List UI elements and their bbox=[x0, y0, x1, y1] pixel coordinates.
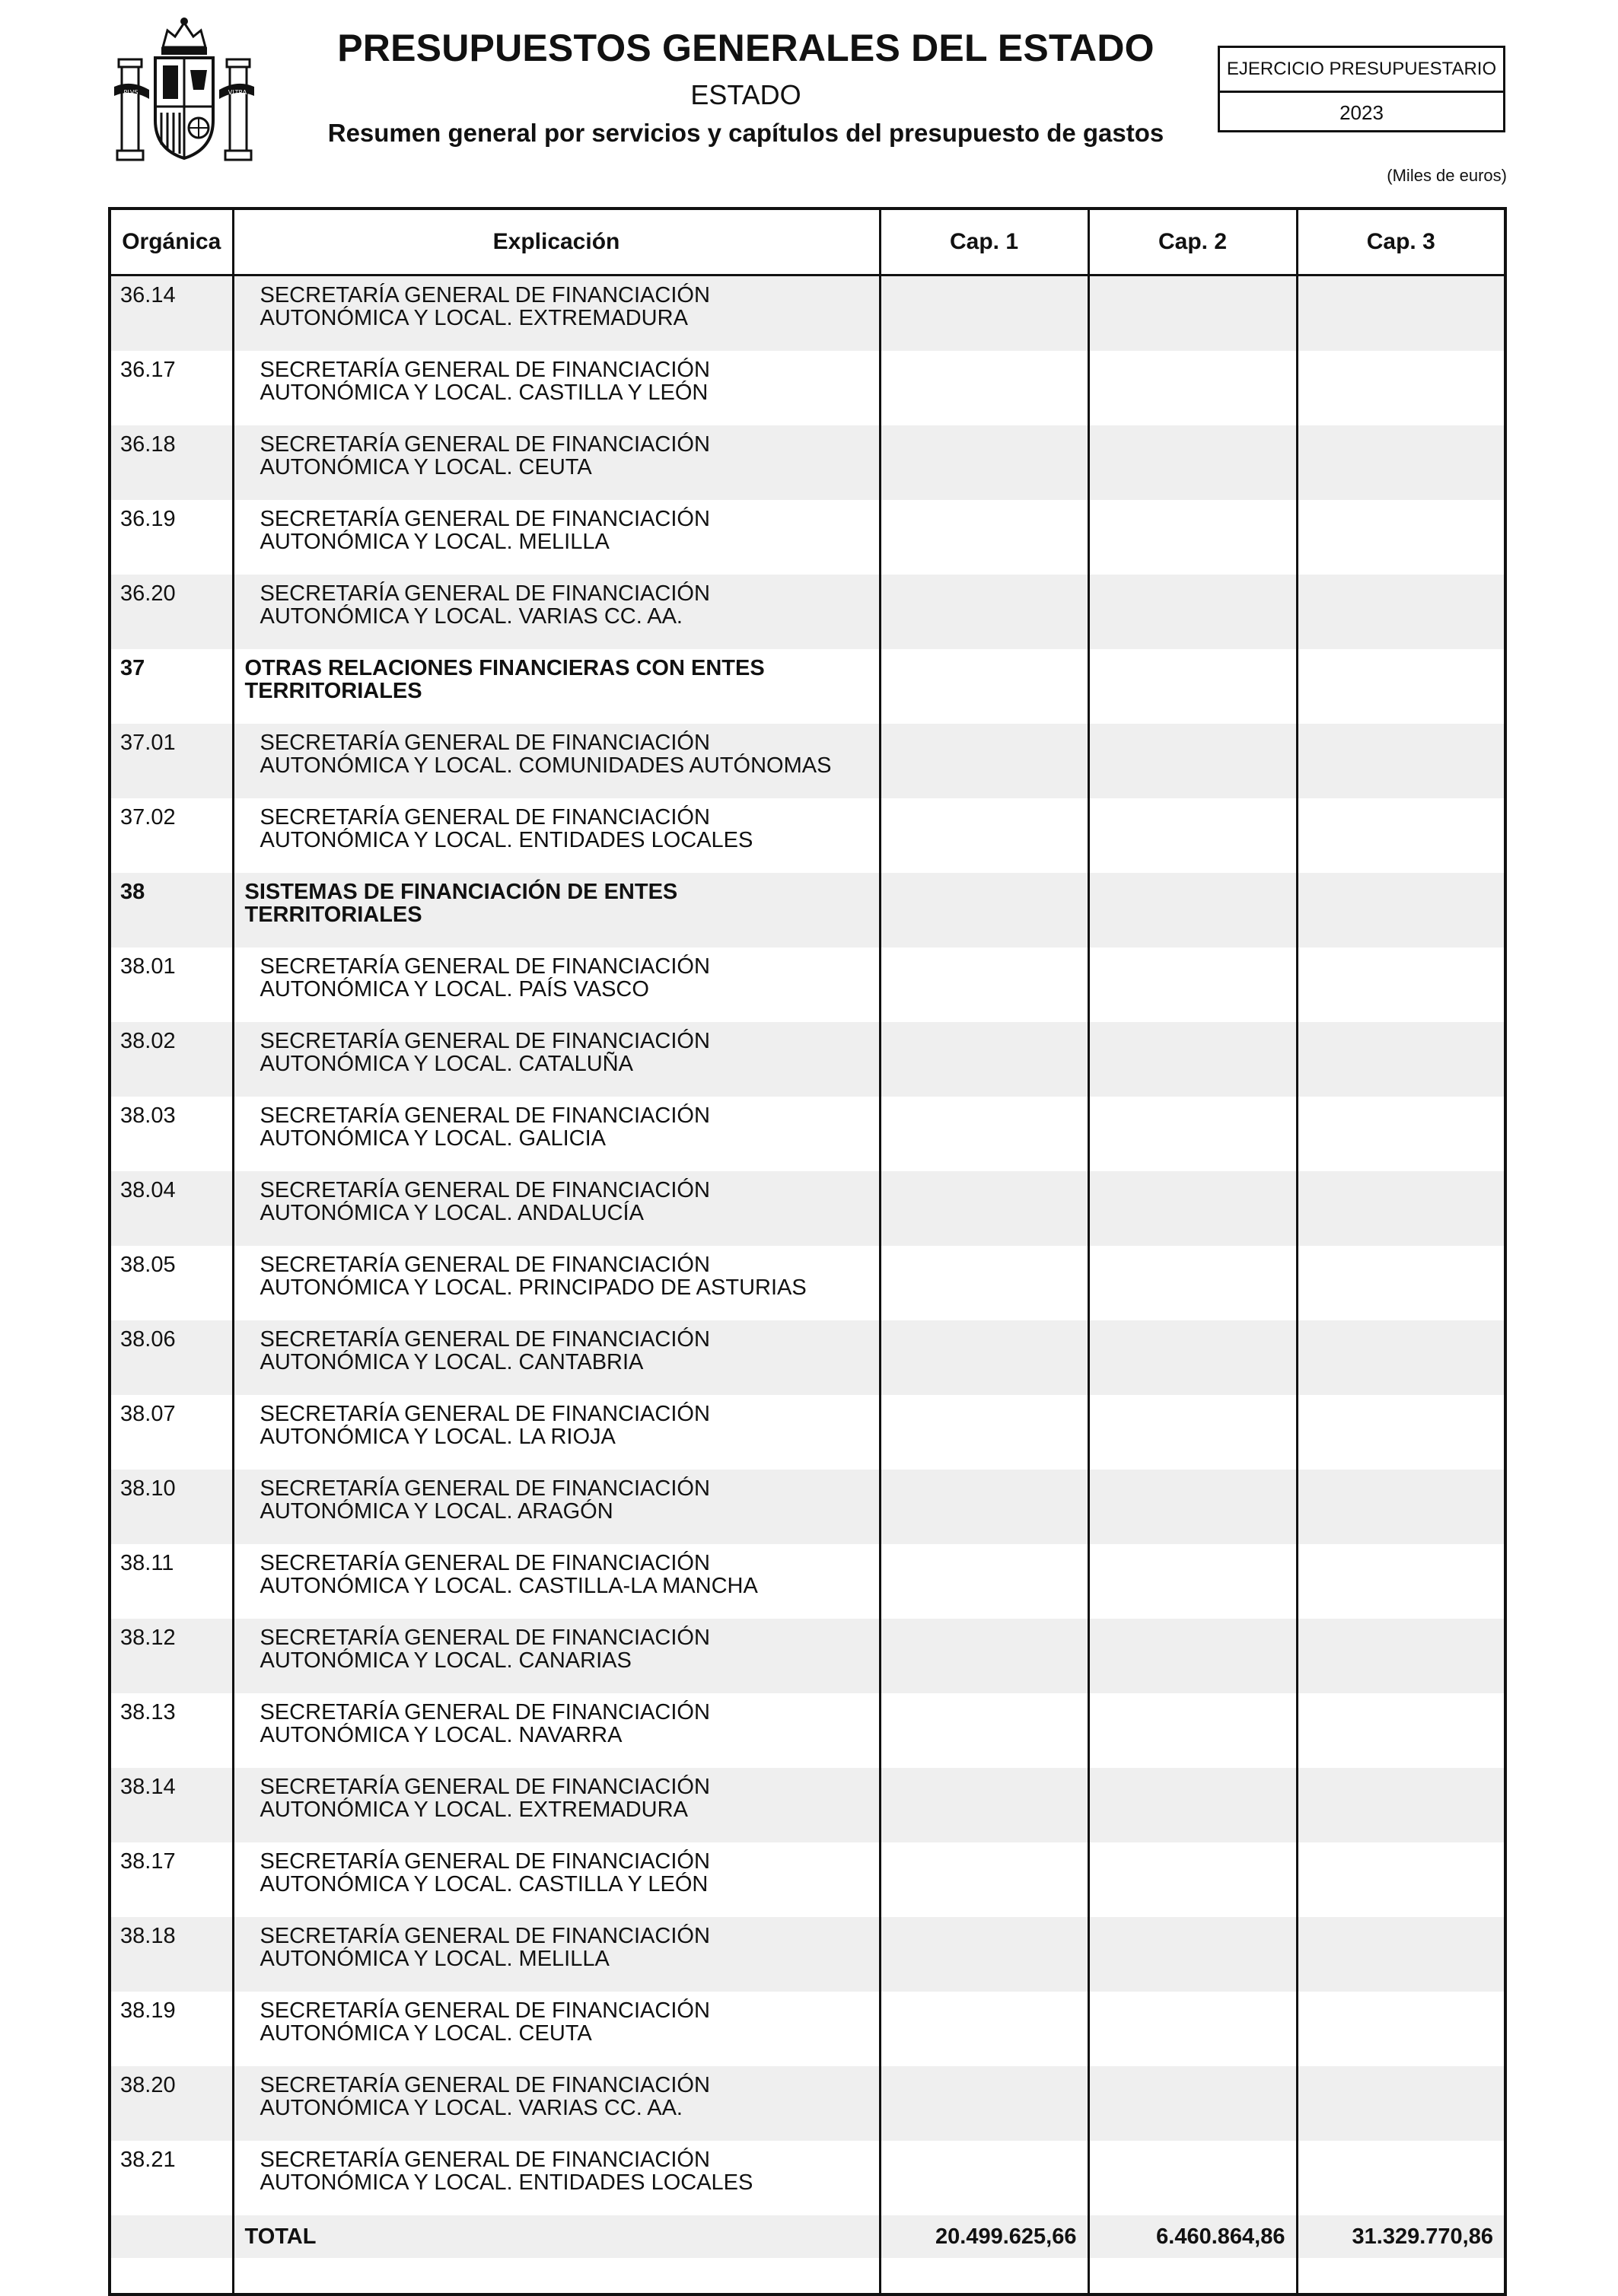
table-row bbox=[110, 275, 1505, 352]
ejercicio-label: EJERCICIO PRESUPUESTARIO bbox=[1220, 48, 1503, 93]
explicacion-line2: AUTONÓMICA Y LOCAL. CASTILLA Y LEÓN bbox=[260, 1872, 709, 1896]
table-row bbox=[110, 1992, 1505, 2066]
explicacion-line1: SECRETARÍA GENERAL DE FINANCIACIÓN bbox=[260, 1775, 710, 1799]
total-cap2: 6.460.864,86 bbox=[1088, 2215, 1297, 2258]
cap1-cell bbox=[880, 1917, 1088, 1992]
explicacion-line2: AUTONÓMICA Y LOCAL. NAVARRA bbox=[260, 1723, 623, 1747]
explicacion-line1: SECRETARÍA GENERAL DE FINANCIACIÓN bbox=[260, 1178, 710, 1202]
cap2-cell bbox=[1088, 1992, 1297, 2066]
cap3-cell bbox=[1297, 1693, 1505, 1768]
cap3-cell bbox=[1297, 649, 1505, 724]
explicacion-line2: AUTONÓMICA Y LOCAL. VARIAS CC. AA. bbox=[260, 604, 683, 629]
organica-cell: 38.20 bbox=[110, 2066, 233, 2141]
total-label: TOTAL bbox=[233, 2215, 880, 2258]
cap2-cell bbox=[1088, 425, 1297, 500]
cap1-cell bbox=[880, 1842, 1088, 1917]
explicacion-cell bbox=[233, 575, 880, 649]
table-row bbox=[110, 1917, 1505, 1992]
organica-cell: 38.05 bbox=[120, 1253, 176, 1277]
cap1-cell bbox=[880, 275, 1088, 352]
total-cap1: 20.499.625,66 bbox=[880, 2215, 1088, 2258]
cap2-cell bbox=[1088, 575, 1297, 649]
table-row bbox=[110, 1320, 1505, 1395]
explicacion-line2: TERRITORIALES bbox=[244, 903, 422, 927]
explicacion-line2: AUTONÓMICA Y LOCAL. CEUTA bbox=[260, 455, 592, 479]
cap2-cell bbox=[1088, 1693, 1297, 1768]
column-header-cap1: Cap. 1 bbox=[880, 209, 1088, 275]
cap3-cell bbox=[1297, 724, 1505, 798]
table-row bbox=[110, 873, 1505, 947]
cap1-cell bbox=[880, 1544, 1088, 1619]
table-row bbox=[110, 724, 1505, 798]
explicacion-cell bbox=[233, 724, 880, 798]
page-title: PRESUPUESTOS GENERALES DEL ESTADO bbox=[337, 27, 1155, 69]
table-row bbox=[110, 1693, 1505, 1768]
cap2-cell bbox=[1088, 1320, 1297, 1395]
explicacion-line1: SECRETARÍA GENERAL DE FINANCIACIÓN bbox=[260, 2073, 710, 2097]
cap1-cell bbox=[880, 2141, 1088, 2215]
cap1-cell bbox=[880, 1246, 1088, 1320]
explicacion-cell bbox=[233, 500, 880, 575]
cap1-cell bbox=[880, 1693, 1088, 1768]
explicacion-cell bbox=[233, 425, 880, 500]
filler-cell bbox=[1297, 2258, 1505, 2294]
explicacion-cell bbox=[233, 649, 880, 724]
cap3-cell bbox=[1297, 1171, 1505, 1246]
cap2-cell bbox=[1088, 500, 1297, 575]
cap3-cell bbox=[1297, 575, 1505, 649]
cap1-cell bbox=[880, 575, 1088, 649]
total-org-cell bbox=[110, 2215, 233, 2258]
table-body bbox=[110, 275, 1505, 2295]
organica-cell: 38 bbox=[110, 873, 233, 947]
cap2-cell bbox=[1088, 275, 1297, 352]
organica-cell: 38.06 bbox=[110, 1320, 233, 1395]
organica-cell: 38.14 bbox=[110, 1768, 233, 1842]
organica-cell: 36.18 bbox=[110, 425, 233, 500]
cap2-cell bbox=[1088, 2066, 1297, 2141]
explicacion-line1: SECRETARÍA GENERAL DE FINANCIACIÓN bbox=[260, 283, 710, 307]
explicacion-cell bbox=[233, 351, 880, 425]
cap3-cell bbox=[1297, 1544, 1505, 1619]
explicacion-cell bbox=[233, 1917, 880, 1992]
table-row bbox=[110, 649, 1505, 724]
explicacion-cell bbox=[233, 1470, 880, 1544]
cap1-cell bbox=[880, 1619, 1088, 1693]
cap2-cell bbox=[1088, 873, 1297, 947]
table-row bbox=[110, 1842, 1505, 1917]
explicacion-line1: SECRETARÍA GENERAL DE FINANCIACIÓN bbox=[260, 1029, 710, 1053]
explicacion-line2: AUTONÓMICA Y LOCAL. ENTIDADES LOCALES bbox=[260, 828, 753, 852]
explicacion-line2: AUTONÓMICA Y LOCAL. ANDALUCÍA bbox=[260, 1201, 644, 1225]
explicacion-cell bbox=[233, 2066, 880, 2141]
cap3-cell bbox=[1297, 1097, 1505, 1171]
explicacion-line1: SECRETARÍA GENERAL DE FINANCIACIÓN bbox=[260, 1253, 710, 1277]
explicacion-cell bbox=[233, 1171, 880, 1246]
cap1-cell bbox=[880, 1320, 1088, 1395]
table-row bbox=[110, 1097, 1505, 1171]
explicacion-line1: SISTEMAS DE FINANCIACIÓN DE ENTES bbox=[244, 880, 678, 904]
cap1-cell bbox=[880, 724, 1088, 798]
explicacion-line1: SECRETARÍA GENERAL DE FINANCIACIÓN bbox=[260, 358, 710, 382]
explicacion-cell bbox=[233, 1992, 880, 2066]
cap3-cell bbox=[1297, 1320, 1505, 1395]
cap3-cell bbox=[1297, 1768, 1505, 1842]
explicacion-cell bbox=[233, 1246, 880, 1320]
table-row bbox=[110, 575, 1505, 649]
cap1-cell bbox=[880, 1395, 1088, 1470]
column-header-cap2: Cap. 2 bbox=[1088, 209, 1297, 275]
explicacion-line2: AUTONÓMICA Y LOCAL. PRINCIPADO DE ASTURIAS bbox=[260, 1275, 807, 1300]
cap2-cell bbox=[1088, 2141, 1297, 2215]
cap1-cell bbox=[880, 947, 1088, 1022]
table-row bbox=[110, 351, 1505, 425]
explicacion-cell bbox=[233, 2141, 880, 2215]
organica-cell: 38.19 bbox=[120, 1998, 176, 2023]
filler-cell bbox=[1088, 2258, 1297, 2294]
explicacion-line2: AUTONÓMICA Y LOCAL. COMUNIDADES AUTÓNOMAS bbox=[260, 753, 832, 778]
organica-cell: 38.10 bbox=[110, 1470, 233, 1544]
explicacion-cell bbox=[233, 1768, 880, 1842]
cap2-cell bbox=[1088, 1171, 1297, 1246]
cap3-cell bbox=[1297, 873, 1505, 947]
cap2-cell bbox=[1088, 649, 1297, 724]
explicacion-line2: AUTONÓMICA Y LOCAL. EXTREMADURA bbox=[260, 306, 688, 330]
organica-cell: 38.01 bbox=[120, 954, 176, 979]
cap3-cell bbox=[1297, 1246, 1505, 1320]
page-subtitle: ESTADO bbox=[690, 79, 801, 110]
page-description: Resumen general por servicios y capítulos del presupuesto de gastos bbox=[327, 119, 1164, 147]
table-row bbox=[110, 798, 1505, 873]
explicacion-cell bbox=[233, 1097, 880, 1171]
explicacion-cell bbox=[233, 1693, 880, 1768]
organica-cell: 38.12 bbox=[110, 1619, 233, 1693]
cap3-cell bbox=[1297, 500, 1505, 575]
organica-cell: 37.02 bbox=[120, 805, 176, 830]
explicacion-line2: AUTONÓMICA Y LOCAL. PAÍS VASCO bbox=[260, 977, 649, 1002]
ejercicio-box bbox=[1218, 46, 1505, 132]
table-row bbox=[110, 947, 1505, 1022]
explicacion-line1: SECRETARÍA GENERAL DE FINANCIACIÓN bbox=[260, 2148, 710, 2172]
cap1-cell bbox=[880, 425, 1088, 500]
organica-cell: 36.17 bbox=[120, 358, 176, 382]
explicacion-line1: SECRETARÍA GENERAL DE FINANCIACIÓN bbox=[260, 805, 710, 830]
organica-cell: 38.03 bbox=[120, 1103, 176, 1128]
explicacion-cell bbox=[233, 1320, 880, 1395]
explicacion-line1: SECRETARÍA GENERAL DE FINANCIACIÓN bbox=[260, 1402, 710, 1426]
organica-cell: 36.20 bbox=[110, 575, 233, 649]
cap2-cell bbox=[1088, 1097, 1297, 1171]
cap3-cell bbox=[1297, 2066, 1505, 2141]
organica-cell: 38.13 bbox=[120, 1700, 176, 1724]
organica-cell: 38.17 bbox=[120, 1849, 176, 1874]
explicacion-line1: SECRETARÍA GENERAL DE FINANCIACIÓN bbox=[260, 1998, 710, 2023]
svg-text:PLVS: PLVS bbox=[123, 89, 139, 96]
explicacion-cell bbox=[233, 873, 880, 947]
explicacion-line2: AUTONÓMICA Y LOCAL. CASTILLA-LA MANCHA bbox=[260, 1574, 758, 1598]
explicacion-line2: AUTONÓMICA Y LOCAL. LA RIOJA bbox=[260, 1425, 616, 1449]
cap3-cell bbox=[1297, 1842, 1505, 1917]
cap3-cell bbox=[1297, 798, 1505, 873]
svg-text:VLTRA: VLTRA bbox=[228, 89, 247, 96]
cap3-cell bbox=[1297, 275, 1505, 352]
coat-of-arms-logo bbox=[108, 14, 260, 166]
table-row bbox=[110, 1470, 1505, 1544]
explicacion-line2: AUTONÓMICA Y LOCAL. GALICIA bbox=[260, 1126, 606, 1151]
cap3-cell bbox=[1297, 1470, 1505, 1544]
table-header-row bbox=[110, 209, 1505, 275]
explicacion-cell bbox=[233, 275, 880, 352]
cap2-cell bbox=[1088, 798, 1297, 873]
cap3-cell bbox=[1297, 351, 1505, 425]
filler-cell bbox=[880, 2258, 1088, 2294]
cap1-cell bbox=[880, 500, 1088, 575]
organica-cell: 38.21 bbox=[120, 2148, 176, 2172]
explicacion-line2: AUTONÓMICA Y LOCAL. CEUTA bbox=[260, 2021, 592, 2046]
organica-cell: 38.11 bbox=[120, 1551, 174, 1575]
table-row bbox=[110, 1022, 1505, 1097]
cap1-cell bbox=[880, 1470, 1088, 1544]
explicacion-cell bbox=[233, 1619, 880, 1693]
organica-cell: 37.01 bbox=[110, 724, 233, 798]
cap2-cell bbox=[1088, 724, 1297, 798]
cap2-cell bbox=[1088, 947, 1297, 1022]
units-label: (Miles de euros) bbox=[1387, 166, 1507, 185]
organica-cell: 38.18 bbox=[110, 1917, 233, 1992]
explicacion-line2: AUTONÓMICA Y LOCAL. EXTREMADURA bbox=[260, 1798, 688, 1822]
cap3-cell bbox=[1297, 1619, 1505, 1693]
cap2-cell bbox=[1088, 1768, 1297, 1842]
cap2-cell bbox=[1088, 1917, 1297, 1992]
column-header-cap3: Cap. 3 bbox=[1297, 209, 1505, 275]
cap1-cell bbox=[880, 1768, 1088, 1842]
cap1-cell bbox=[880, 798, 1088, 873]
total-cap3: 31.329.770,86 bbox=[1297, 2215, 1505, 2258]
organica-cell: 38.04 bbox=[110, 1171, 233, 1246]
organica-cell: 38.07 bbox=[120, 1402, 176, 1426]
explicacion-line1: SECRETARÍA GENERAL DE FINANCIACIÓN bbox=[260, 1551, 710, 1575]
explicacion-line1: SECRETARÍA GENERAL DE FINANCIACIÓN bbox=[260, 1327, 710, 1352]
explicacion-line1: SECRETARÍA GENERAL DE FINANCIACIÓN bbox=[260, 1476, 710, 1501]
cap2-cell bbox=[1088, 1544, 1297, 1619]
cap2-cell bbox=[1088, 1619, 1297, 1693]
cap1-cell bbox=[880, 1022, 1088, 1097]
explicacion-line1: OTRAS RELACIONES FINANCIERAS CON ENTES bbox=[244, 656, 765, 680]
explicacion-line2: AUTONÓMICA Y LOCAL. MELILLA bbox=[260, 530, 610, 554]
explicacion-line1: SECRETARÍA GENERAL DE FINANCIACIÓN bbox=[260, 731, 710, 755]
table-row bbox=[110, 500, 1505, 575]
column-header-explicacion: Explicación bbox=[233, 209, 880, 275]
cap1-cell bbox=[880, 2066, 1088, 2141]
budget-table bbox=[108, 207, 1507, 2296]
filler-cell bbox=[233, 2258, 880, 2294]
explicacion-line1: SECRETARÍA GENERAL DE FINANCIACIÓN bbox=[260, 1626, 710, 1650]
explicacion-cell bbox=[233, 1022, 880, 1097]
explicacion-line2: AUTONÓMICA Y LOCAL. CANTABRIA bbox=[260, 1350, 644, 1374]
cap2-cell bbox=[1088, 351, 1297, 425]
explicacion-cell bbox=[233, 1395, 880, 1470]
cap1-cell bbox=[880, 1992, 1088, 2066]
explicacion-cell bbox=[233, 1544, 880, 1619]
cap1-cell bbox=[880, 1097, 1088, 1171]
table-row bbox=[110, 1246, 1505, 1320]
table-row bbox=[110, 2141, 1505, 2215]
total-row bbox=[110, 2215, 1505, 2258]
table-row bbox=[110, 425, 1505, 500]
cap2-cell bbox=[1088, 1022, 1297, 1097]
explicacion-line2: AUTONÓMICA Y LOCAL. ENTIDADES LOCALES bbox=[260, 2170, 753, 2195]
table-filler-row bbox=[110, 2258, 1505, 2294]
cap3-cell bbox=[1297, 1992, 1505, 2066]
explicacion-line1: SECRETARÍA GENERAL DE FINANCIACIÓN bbox=[260, 1103, 710, 1128]
cap2-cell bbox=[1088, 1470, 1297, 1544]
table-row bbox=[110, 1544, 1505, 1619]
explicacion-line2: AUTONÓMICA Y LOCAL. CANARIAS bbox=[260, 1648, 632, 1673]
organica-cell: 38.02 bbox=[110, 1022, 233, 1097]
cap3-cell bbox=[1297, 1022, 1505, 1097]
filler-cell bbox=[110, 2258, 233, 2294]
table-row bbox=[110, 2066, 1505, 2141]
explicacion-line1: SECRETARÍA GENERAL DE FINANCIACIÓN bbox=[260, 1849, 710, 1874]
explicacion-line2: AUTONÓMICA Y LOCAL. CATALUÑA bbox=[260, 1052, 633, 1076]
table-row bbox=[110, 1619, 1505, 1693]
explicacion-line1: SECRETARÍA GENERAL DE FINANCIACIÓN bbox=[260, 1924, 710, 1948]
explicacion-line1: SECRETARÍA GENERAL DE FINANCIACIÓN bbox=[260, 507, 710, 531]
explicacion-line2: TERRITORIALES bbox=[244, 679, 422, 703]
table-row bbox=[110, 1171, 1505, 1246]
cap3-cell bbox=[1297, 1395, 1505, 1470]
ejercicio-value: 2023 bbox=[1339, 100, 1384, 124]
cap3-cell bbox=[1297, 947, 1505, 1022]
cap3-cell bbox=[1297, 425, 1505, 500]
organica-cell: 36.14 bbox=[110, 275, 233, 352]
explicacion-line2: AUTONÓMICA Y LOCAL. VARIAS CC. AA. bbox=[260, 2096, 683, 2120]
cap2-cell bbox=[1088, 1395, 1297, 1470]
cap1-cell bbox=[880, 1171, 1088, 1246]
cap1-cell bbox=[880, 351, 1088, 425]
explicacion-line2: AUTONÓMICA Y LOCAL. MELILLA bbox=[260, 1947, 610, 1971]
cap3-cell bbox=[1297, 2141, 1505, 2215]
explicacion-line2: AUTONÓMICA Y LOCAL. CASTILLA Y LEÓN bbox=[260, 381, 709, 405]
explicacion-line1: SECRETARÍA GENERAL DE FINANCIACIÓN bbox=[260, 432, 710, 457]
column-header-organica: Orgánica bbox=[110, 209, 233, 275]
explicacion-line2: AUTONÓMICA Y LOCAL. ARAGÓN bbox=[260, 1499, 613, 1524]
cap1-cell bbox=[880, 649, 1088, 724]
explicacion-line1: SECRETARÍA GENERAL DE FINANCIACIÓN bbox=[260, 581, 710, 606]
organica-cell: 37 bbox=[120, 656, 145, 680]
table-row bbox=[110, 1395, 1505, 1470]
explicacion-cell bbox=[233, 1842, 880, 1917]
explicacion-line1: SECRETARÍA GENERAL DE FINANCIACIÓN bbox=[260, 954, 710, 979]
organica-cell: 36.19 bbox=[120, 507, 176, 531]
table-row bbox=[110, 1768, 1505, 1842]
cap1-cell bbox=[880, 873, 1088, 947]
cap3-cell bbox=[1297, 1917, 1505, 1992]
cap2-cell bbox=[1088, 1842, 1297, 1917]
explicacion-cell bbox=[233, 798, 880, 873]
cap2-cell bbox=[1088, 1246, 1297, 1320]
explicacion-line1: SECRETARÍA GENERAL DE FINANCIACIÓN bbox=[260, 1700, 710, 1724]
explicacion-cell bbox=[233, 947, 880, 1022]
